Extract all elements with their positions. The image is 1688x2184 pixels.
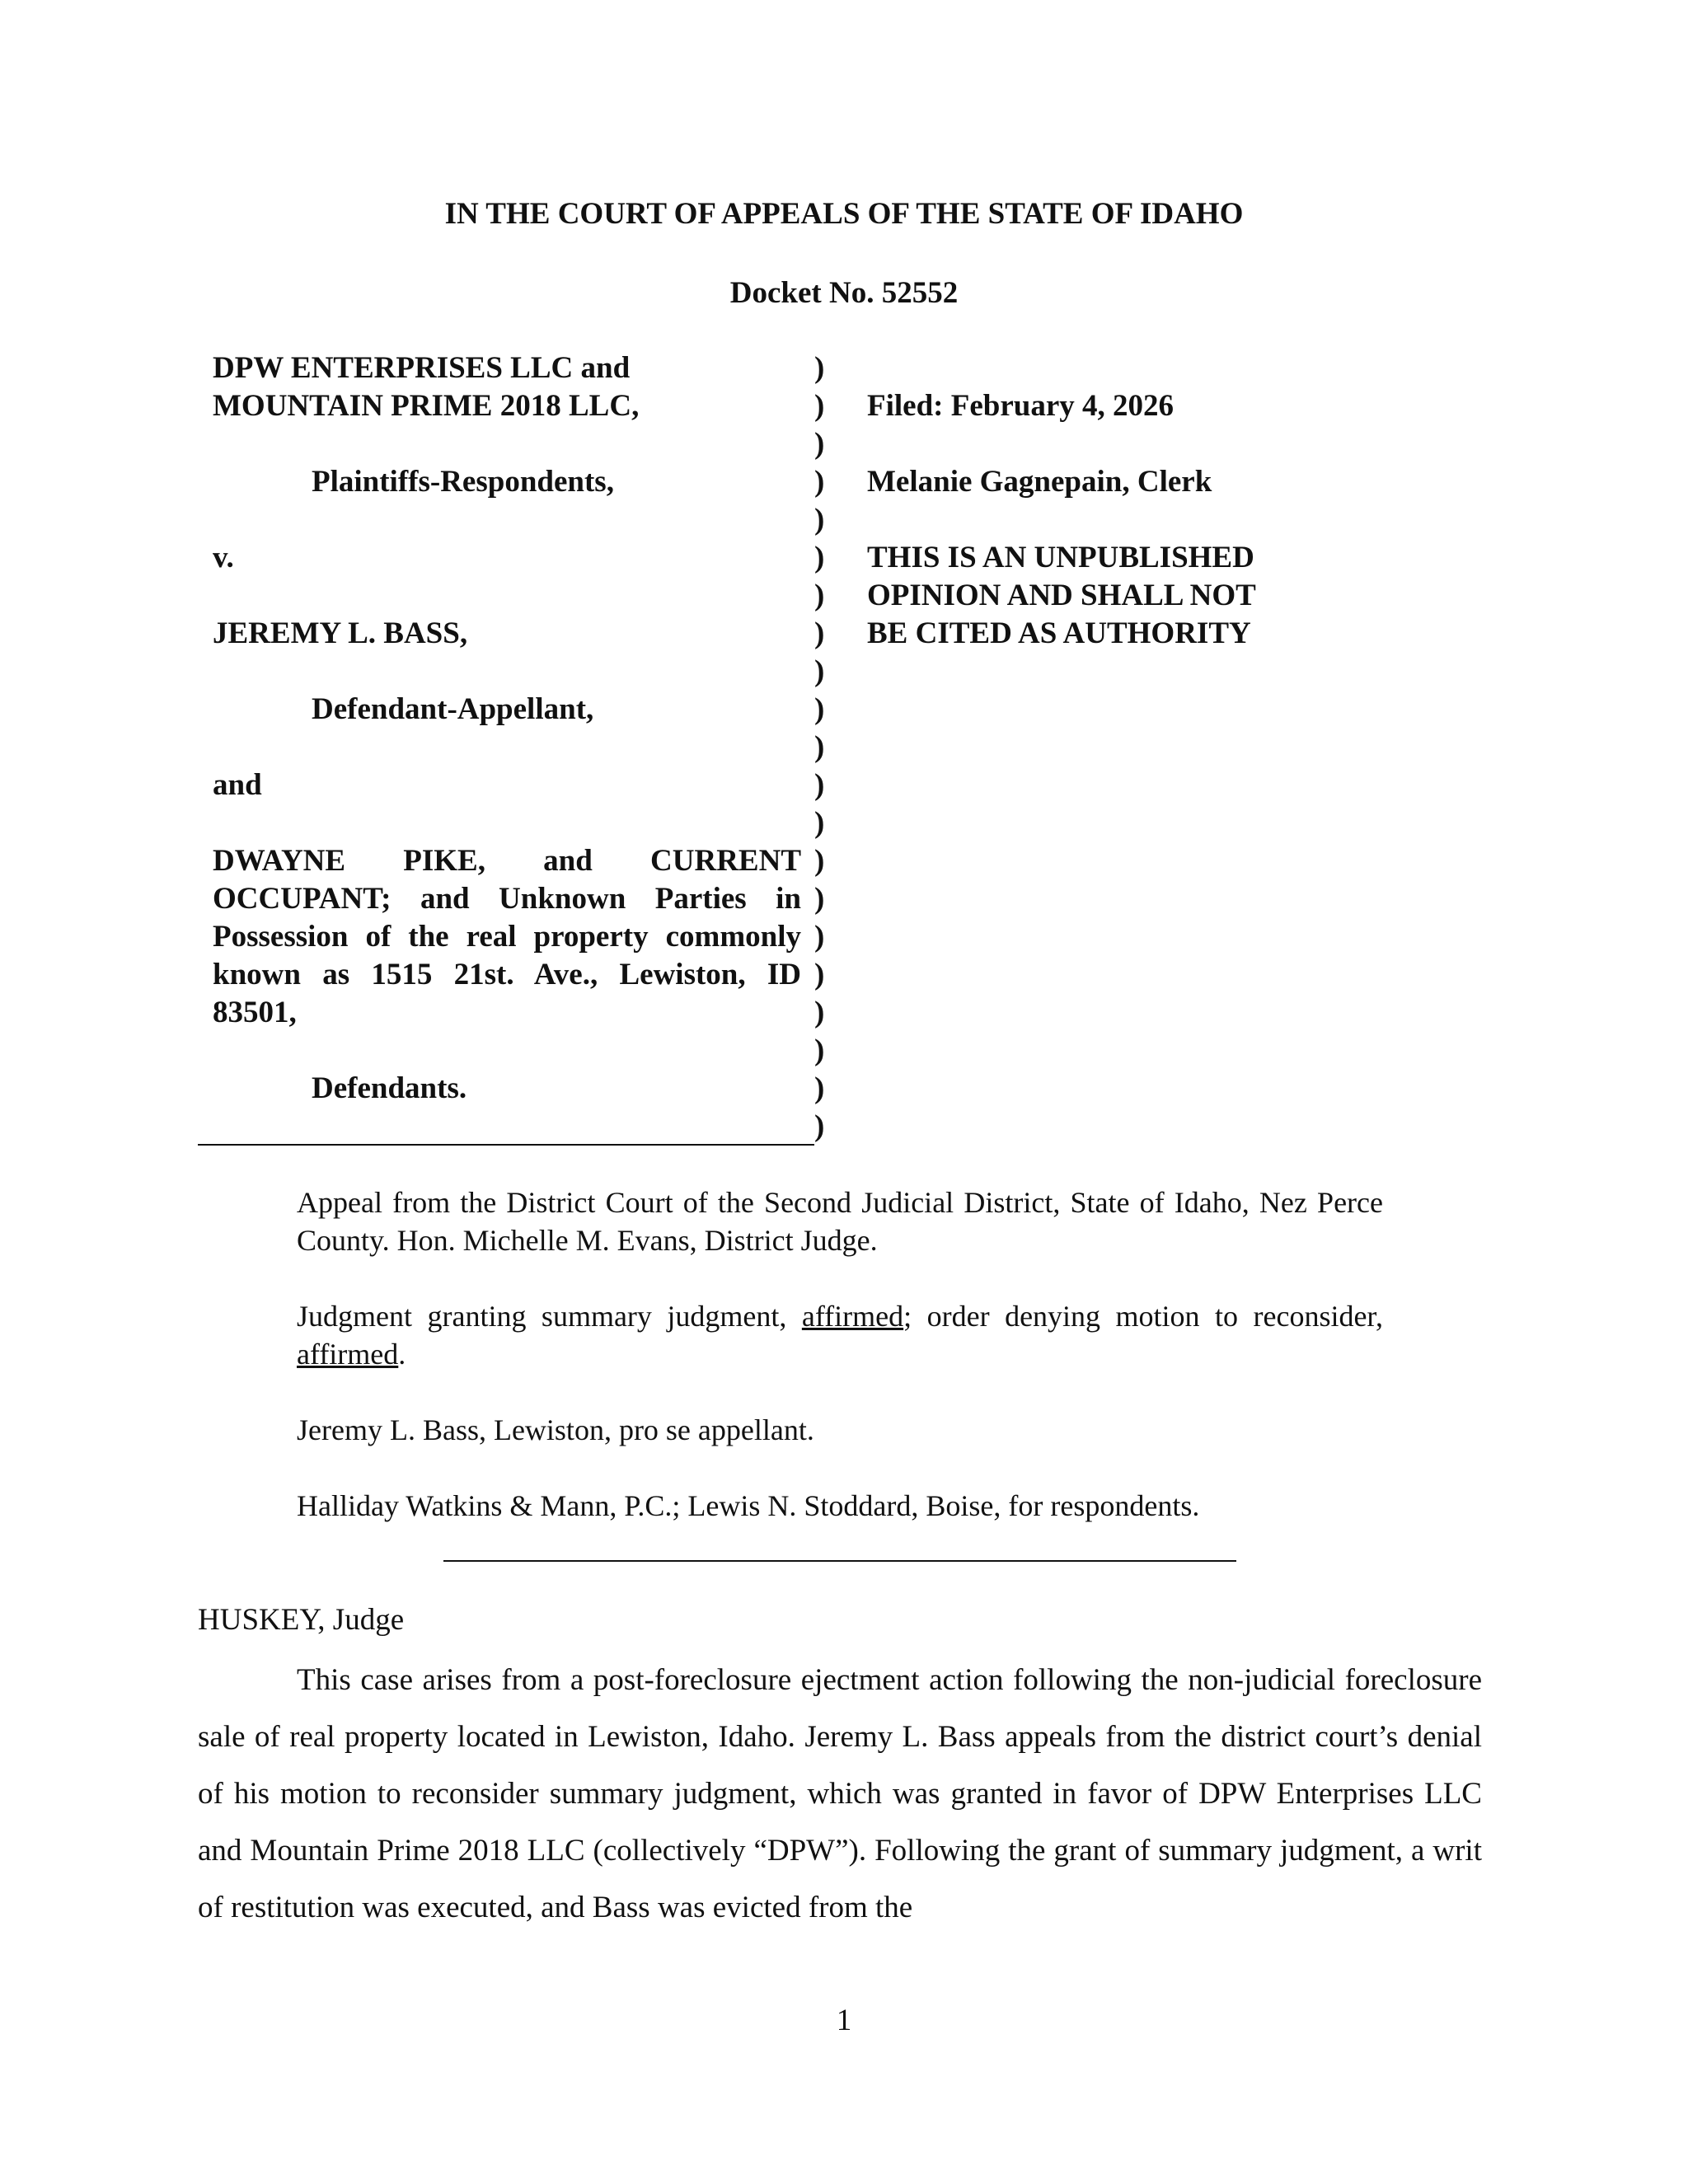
clerk-name: Melanie Gagnepain, Clerk <box>867 465 1212 499</box>
unpublished-notice-line3: BE CITED AS AUTHORITY <box>867 616 1251 650</box>
affirmed-2: affirmed <box>297 1338 399 1371</box>
paren: ) <box>814 654 825 688</box>
and-conjunction: and <box>213 768 262 802</box>
other-defendants-line5: 83501, <box>213 996 297 1029</box>
paren: ) <box>814 579 825 612</box>
paren: ) <box>814 844 825 878</box>
opinion-body <box>198 1652 1482 1936</box>
paren: ) <box>814 1071 825 1105</box>
paren: ) <box>814 389 825 423</box>
defendant-name: JEREMY L. BASS, <box>213 616 468 650</box>
other-defendants-line4: known as 1515 21st. Ave., Lewiston, ID <box>213 958 801 991</box>
court-title: IN THE COURT OF APPEALS OF THE STATE OF IDAHO <box>444 197 1244 231</box>
unpublished-notice-line1: THIS IS AN UNPUBLISHED <box>867 541 1254 574</box>
paren: ) <box>814 1109 825 1143</box>
paren: ) <box>814 806 825 840</box>
other-defendants-line2: OCCUPANT; and Unknown Parties in <box>213 882 801 916</box>
appeal-from: Appeal from the District Court of the Second Judicial District, State of Idaho, Nez Perce County. Hon. Michelle M. Evans, District Judge. <box>297 1186 1383 1257</box>
caption-paren-column <box>814 349 839 1146</box>
appellant-counsel: Jeremy L. Bass, Lewiston, pro se appellant. <box>297 1413 814 1446</box>
respondents-counsel: Halliday Watkins & Mann, P.C.; Lewis N. Stoddard, Boise, for respondents. <box>297 1489 1200 1522</box>
paren: ) <box>814 996 825 1029</box>
versus: v. <box>213 541 234 574</box>
other-defendants-line3: Possession of the real property commonly <box>213 920 801 954</box>
paren: ) <box>814 1033 825 1067</box>
other-defendants-line1: DWAYNE PIKE, and CURRENT <box>213 844 801 878</box>
paren: ) <box>814 427 825 461</box>
paren: ) <box>814 730 825 764</box>
paren: ) <box>814 958 825 991</box>
judgment-text-2: ; order denying motion to reconsider, <box>903 1300 1383 1333</box>
paren: ) <box>814 768 825 802</box>
unpublished-notice-line2: OPINION AND SHALL NOT <box>867 579 1256 612</box>
paren: ) <box>814 882 825 916</box>
defendants-role: Defendants. <box>312 1071 467 1105</box>
docket-number: Docket No. 52552 <box>729 276 959 310</box>
paren: ) <box>814 503 825 537</box>
paren: ) <box>814 616 825 650</box>
paren: ) <box>814 465 825 499</box>
plaintiffs-role: Plaintiffs-Respondents, <box>312 465 614 499</box>
paren: ) <box>814 351 825 385</box>
caption-underline <box>198 1144 814 1146</box>
judgment-disposition <box>297 1297 1383 1373</box>
opinion-paragraph: This case arises from a post-foreclosure ejectment action following the non-judicial foreclosure sale of real property located in Lewiston, Idaho. Jeremy L. Bass appeals from the district court’s denial of his motion to reconsider summary judgment, which was granted in favor of DPW Enterprises LLC and Mountain Prime 2018 LLC (collectively “DPW”). Following the grant of summary judgment, a writ of restitution was executed, and Bass was evicted from the <box>198 1663 1482 1924</box>
affirmed-1: affirmed <box>801 1300 904 1333</box>
paren: ) <box>814 692 825 726</box>
filed-date: Filed: February 4, 2026 <box>867 389 1175 423</box>
plaintiffs-name-line1: DPW ENTERPRISES LLC and <box>213 351 631 385</box>
judgment-text-3: . <box>398 1338 406 1371</box>
opinion-author: HUSKEY, Judge <box>198 1603 405 1637</box>
page-number: 1 <box>836 2004 852 2037</box>
paren: ) <box>814 920 825 954</box>
judgment-text-1: Judgment granting summary judgment, <box>297 1300 802 1333</box>
plaintiffs-name-line2: MOUNTAIN PRIME 2018 LLC, <box>213 389 640 423</box>
section-divider <box>443 1560 1236 1562</box>
paren: ) <box>814 541 825 574</box>
defendant-role: Defendant-Appellant, <box>312 692 594 726</box>
